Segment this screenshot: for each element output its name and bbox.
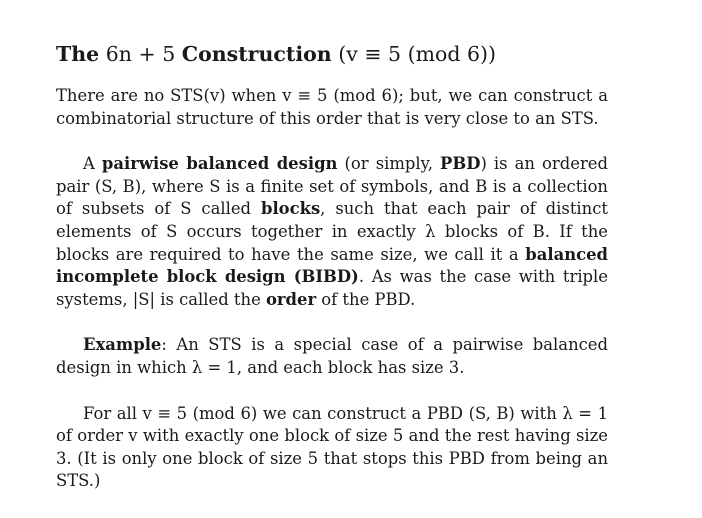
- example-paragraph: [56, 334, 608, 379]
- term-pbd: PBD: [440, 154, 481, 174]
- definition-paragraph: [56, 153, 608, 311]
- definition-text-4: , such that each pair of distinct elements of S occurs together in exactly λ blocks of B. If the blocks are required to have the same size, we call it a: [56, 199, 608, 264]
- term-order: order: [265, 289, 317, 309]
- page-content: [56, 40, 608, 493]
- definition-text-6: of the PBD.: [316, 289, 416, 309]
- section-heading: [56, 40, 608, 68]
- example-label: Example: [83, 335, 162, 355]
- term-pairwise-balanced-design: pairwise balanced design: [101, 154, 338, 174]
- intro-paragraph: There are no STS(v) when v ≡ 5 (mod 6); but, we can construct a combinatorial structure of this order that is very close to an STS.: [56, 86, 608, 128]
- example-text: : An STS is a special case of a pairwise balanced design in which λ = 1, and each block has size 3.: [56, 335, 608, 377]
- definition-text-2: (or simply,: [337, 154, 441, 174]
- heading-math-congruence: (v ≡ 5 (mod 6)): [338, 42, 497, 66]
- construction-paragraph: For all v ≡ 5 (mod 6) we can construct a PBD (S, B) with λ = 1 of order v with exactly one block of size 5 and the rest having size 3. (It is only one block of size 5 that stops this PBD from being an STS.): [56, 403, 608, 491]
- definition-text-5: . As was the case with triple systems, |S| is called the: [56, 267, 608, 309]
- definition-text-3: ) is an ordered pair (S, B), where S is a finite set of symbols, and B is a collection of subsets of S called: [56, 154, 608, 219]
- heading-math-6n5: 6n + 5: [105, 42, 176, 66]
- heading-word-the: The: [56, 42, 100, 66]
- definition-text-1: A: [83, 154, 102, 174]
- heading-word-construction: Construction: [181, 42, 332, 66]
- term-blocks: blocks: [260, 199, 321, 219]
- term-bibd: balanced incomplete block design (BIBD): [56, 244, 608, 287]
